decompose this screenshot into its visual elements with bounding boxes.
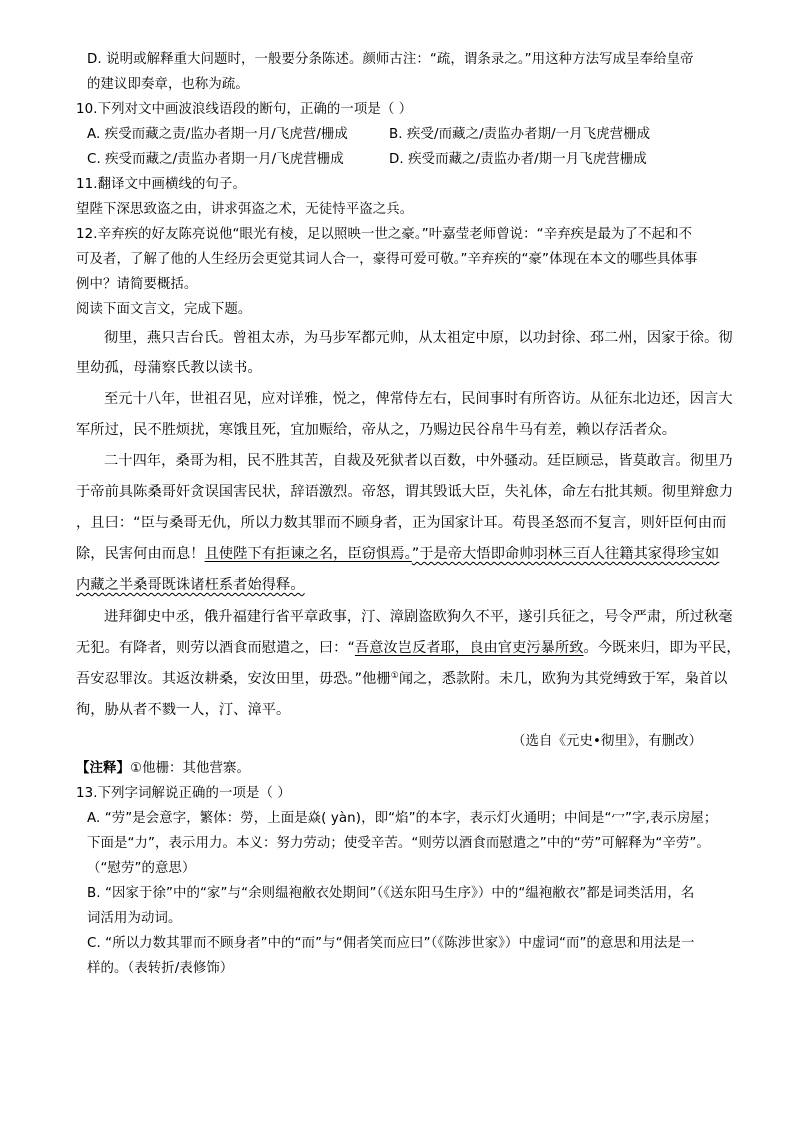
q10-option-a: A. 疾受而藏之责/监办者期一月/飞虎营/栅成 — [87, 127, 348, 142]
passage-p4-line3-a: 吾安忍罪汝。其返汝耕桑，安汝田里，毋恐。”他栅 — [76, 671, 391, 687]
passage-p4-line3-b: 闻之，悉款附。未几，欧狗为其党缚致于军，枭首以 — [398, 671, 728, 687]
q13-option-c-line2: 样的。（表转折/表修饰） — [87, 961, 234, 976]
q9-option-d-line1: D. 说明或解释重大问题时，一般要分条陈述。颜师古注：“疏，谓条录之。”用这种方法写成呈奉给皇帝 — [87, 52, 694, 67]
passage-p4-line3 — [76, 669, 727, 689]
q9-option-d-line2: 的建议即奏章，也称为疏。 — [87, 77, 249, 92]
passage-source: （选自《元史•彻里》，有删改） — [512, 734, 703, 749]
q10-option-d: D. 疾受而藏之/责监办者/期一月飞虎营栅成 — [389, 152, 647, 167]
passage-p3-line5 — [76, 575, 305, 595]
passage-p4-line2 — [76, 638, 741, 658]
q13-option-a-line1: A. “劳”是会意字，繁体：勞，上面是焱( yàn)，即“焰”的本字，表示灯火通明；中间是“冖”字,表示房屋； — [87, 811, 718, 826]
q11-sentence: 望陛下深思致盗之由，讲求弭盗之术，无徒恃平盗之兵。 — [76, 202, 414, 217]
translation-underlined-sentence: 且使陛下有拒谏之名，臣窃惧焉。 — [204, 546, 412, 562]
passage-p4-line1: 进拜御史中丞，俄升福建行省平章政事，汀、漳剧盗欧狗久不平，遂引兵征之，号令严肃，所过秋毫 — [104, 609, 733, 625]
wavy-line-segment-part1: ”于是帝大悟即命帅羽林三百人往籍其家得珍宝如 — [411, 546, 720, 562]
passage-p3-line2: 于帝前具陈桑哥奸贪误国害民状，辞语激烈。帝怒，谓其毁诋大臣，失礼体，命左右批其颊。彻里辩愈力 — [76, 484, 734, 500]
q13-option-a-line3: （“慰劳”的意思） — [87, 861, 196, 876]
q10-stem: 10.下列对文中画波浪线语段的断句，正确的一项是（ ） — [76, 102, 413, 117]
passage-p3-line1: 二十四年，桑哥为相，民不胜其苦，自裁及死狱者以百数，中外骚动。廷臣顾忌，皆莫敢言。彻里乃 — [104, 453, 733, 469]
passage-p1-line2: 里幼孤，母蒲察氏教以读书。 — [76, 360, 262, 376]
passage-p3-line4-plain: 除，民害何由而息！ — [76, 546, 205, 562]
annotation-line — [76, 760, 250, 778]
annotation-label: 【注释】 — [76, 761, 130, 776]
q12-line1: 12.辛弃疾的好友陈亮说他“眼光有棱，足以照映一世之豪。”叶嘉莹老师曾说：“辛弃疾是最为了不起和不 — [76, 227, 693, 242]
passage-p4-line4: 徇，胁从者不戮一人，汀、漳平。 — [76, 702, 291, 718]
q13-option-a-line2: 下面是“力”，表示用力。本义：努力劳动；使受辛苦。“则劳以酒食而慰遣之”中的“劳”可解释为“辛劳”。 — [87, 836, 710, 851]
footnote-marker: ① — [390, 671, 399, 681]
passage-p3-line4 — [76, 544, 719, 564]
q13-stem: 13.下列字词解说正确的一项是（ ） — [76, 786, 291, 801]
passage-p1-line1: 彻里，燕只吉台氏。曾祖太赤，为马步军都元帅，从太祖定中原，以功封徐、邳二州，因家于徐。彻 — [104, 330, 733, 346]
q12-line3: 例中？请简要概括。 — [76, 277, 198, 292]
passage-p4-line2-c: 。今既来归，即为平民， — [583, 640, 741, 656]
passage-p2-line2: 军所过，民不胜烦扰，寒饿且死，宜加赈给，帝从之，乃赐边民谷帛牛马有差，赖以存活者众。 — [76, 422, 677, 438]
q10-option-c: C. 疾受而藏之/责监办者期一月/飞虎营栅成 — [87, 152, 344, 167]
passage-p3-line3: ，且曰：“臣与桑哥无仇，所以力数其罪而不顾身者，正为国家计耳。苟畏圣怒而不复言，则奸臣何由而 — [76, 515, 727, 531]
q13-option-c-line1: C. “所以力数其罪而不顾身者”中的“而”与“佣者笑而应曰”（《陈涉世家》）中虚词“而”的意思和用法是一 — [87, 936, 695, 951]
q11-stem: 11.翻译文中画横线的句子。 — [76, 177, 246, 192]
reading-intro: 阅读下面文言文，完成下题。 — [76, 302, 252, 317]
annotation-text: ①他栅：其他营寨。 — [129, 761, 250, 776]
wavy-line-segment-part2: 内藏之半桑哥既诛诸枉系者始得释。 — [76, 577, 305, 593]
q12-line2: 可及者，了解了他的人生经历会更觉其词人合一，豪得可爱可敬。”辛弃疾的“豪”体现在本文的哪些具体事 — [76, 252, 698, 267]
passage-p4-line2-a: 无犯。有降者，则劳以酒食而慰遣之，曰：“ — [76, 640, 355, 656]
translation-underlined-phrase: 吾意汝岂反者耶，良由官吏污暴所致 — [354, 640, 584, 656]
q10-option-b: B. 疾受/而藏之/责监办者期/一月飞虎营栅成 — [389, 127, 651, 142]
passage-p2-line1: 至元十八年，世祖召见，应对详雅，悦之，俾常侍左右，民间事时有所咨访。从征东北边还，因言大 — [104, 391, 733, 407]
q13-option-b-line2: 词活用为动词。 — [87, 911, 182, 926]
q13-option-b-line1: B. “因家于徐”中的“家”与“余则缊袍敝衣处期间”（《送东阳马生序》）中的“缊袍敝衣”都是词类活用，名 — [87, 886, 695, 901]
